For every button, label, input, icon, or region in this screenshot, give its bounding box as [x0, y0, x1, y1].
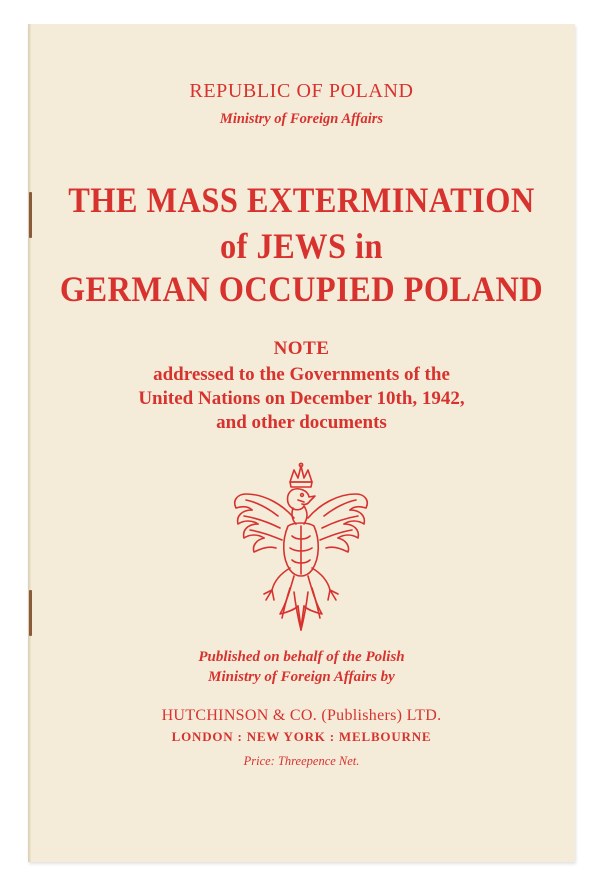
publisher-cities: LONDON : NEW YORK : MELBOURNE [171, 729, 432, 744]
publisher-name: HUTCHINSON & CO. (Publishers) LTD. [161, 707, 442, 724]
title-line-2: of JEWS in [220, 226, 383, 266]
note-line-1: addressed to the Governments of the [153, 364, 450, 385]
country-heading: REPUBLIC OF POLAND [189, 80, 414, 102]
note-line-2: United Nations on December 10th, 1942, [138, 388, 465, 409]
price-label: Price: Threepence Net. [243, 754, 360, 768]
booklet-cover [28, 24, 575, 862]
publication-note-line-1: Published on behalf of the Polish [198, 649, 405, 665]
staple-bottom [29, 590, 32, 636]
note-heading: NOTE [273, 338, 330, 359]
ministry-subheading: Ministry of Foreign Affairs [219, 111, 384, 127]
polish-white-eagle-emblem-icon [216, 460, 386, 636]
title-line-1: THE MASS EXTERMINATION [68, 180, 535, 220]
title-line-3: GERMAN OCCUPIED POLAND [59, 269, 544, 309]
note-line-3: and other documents [216, 412, 387, 433]
publication-note-line-2: Ministry of Foreign Affairs by [208, 669, 395, 685]
staple-top [29, 192, 32, 238]
